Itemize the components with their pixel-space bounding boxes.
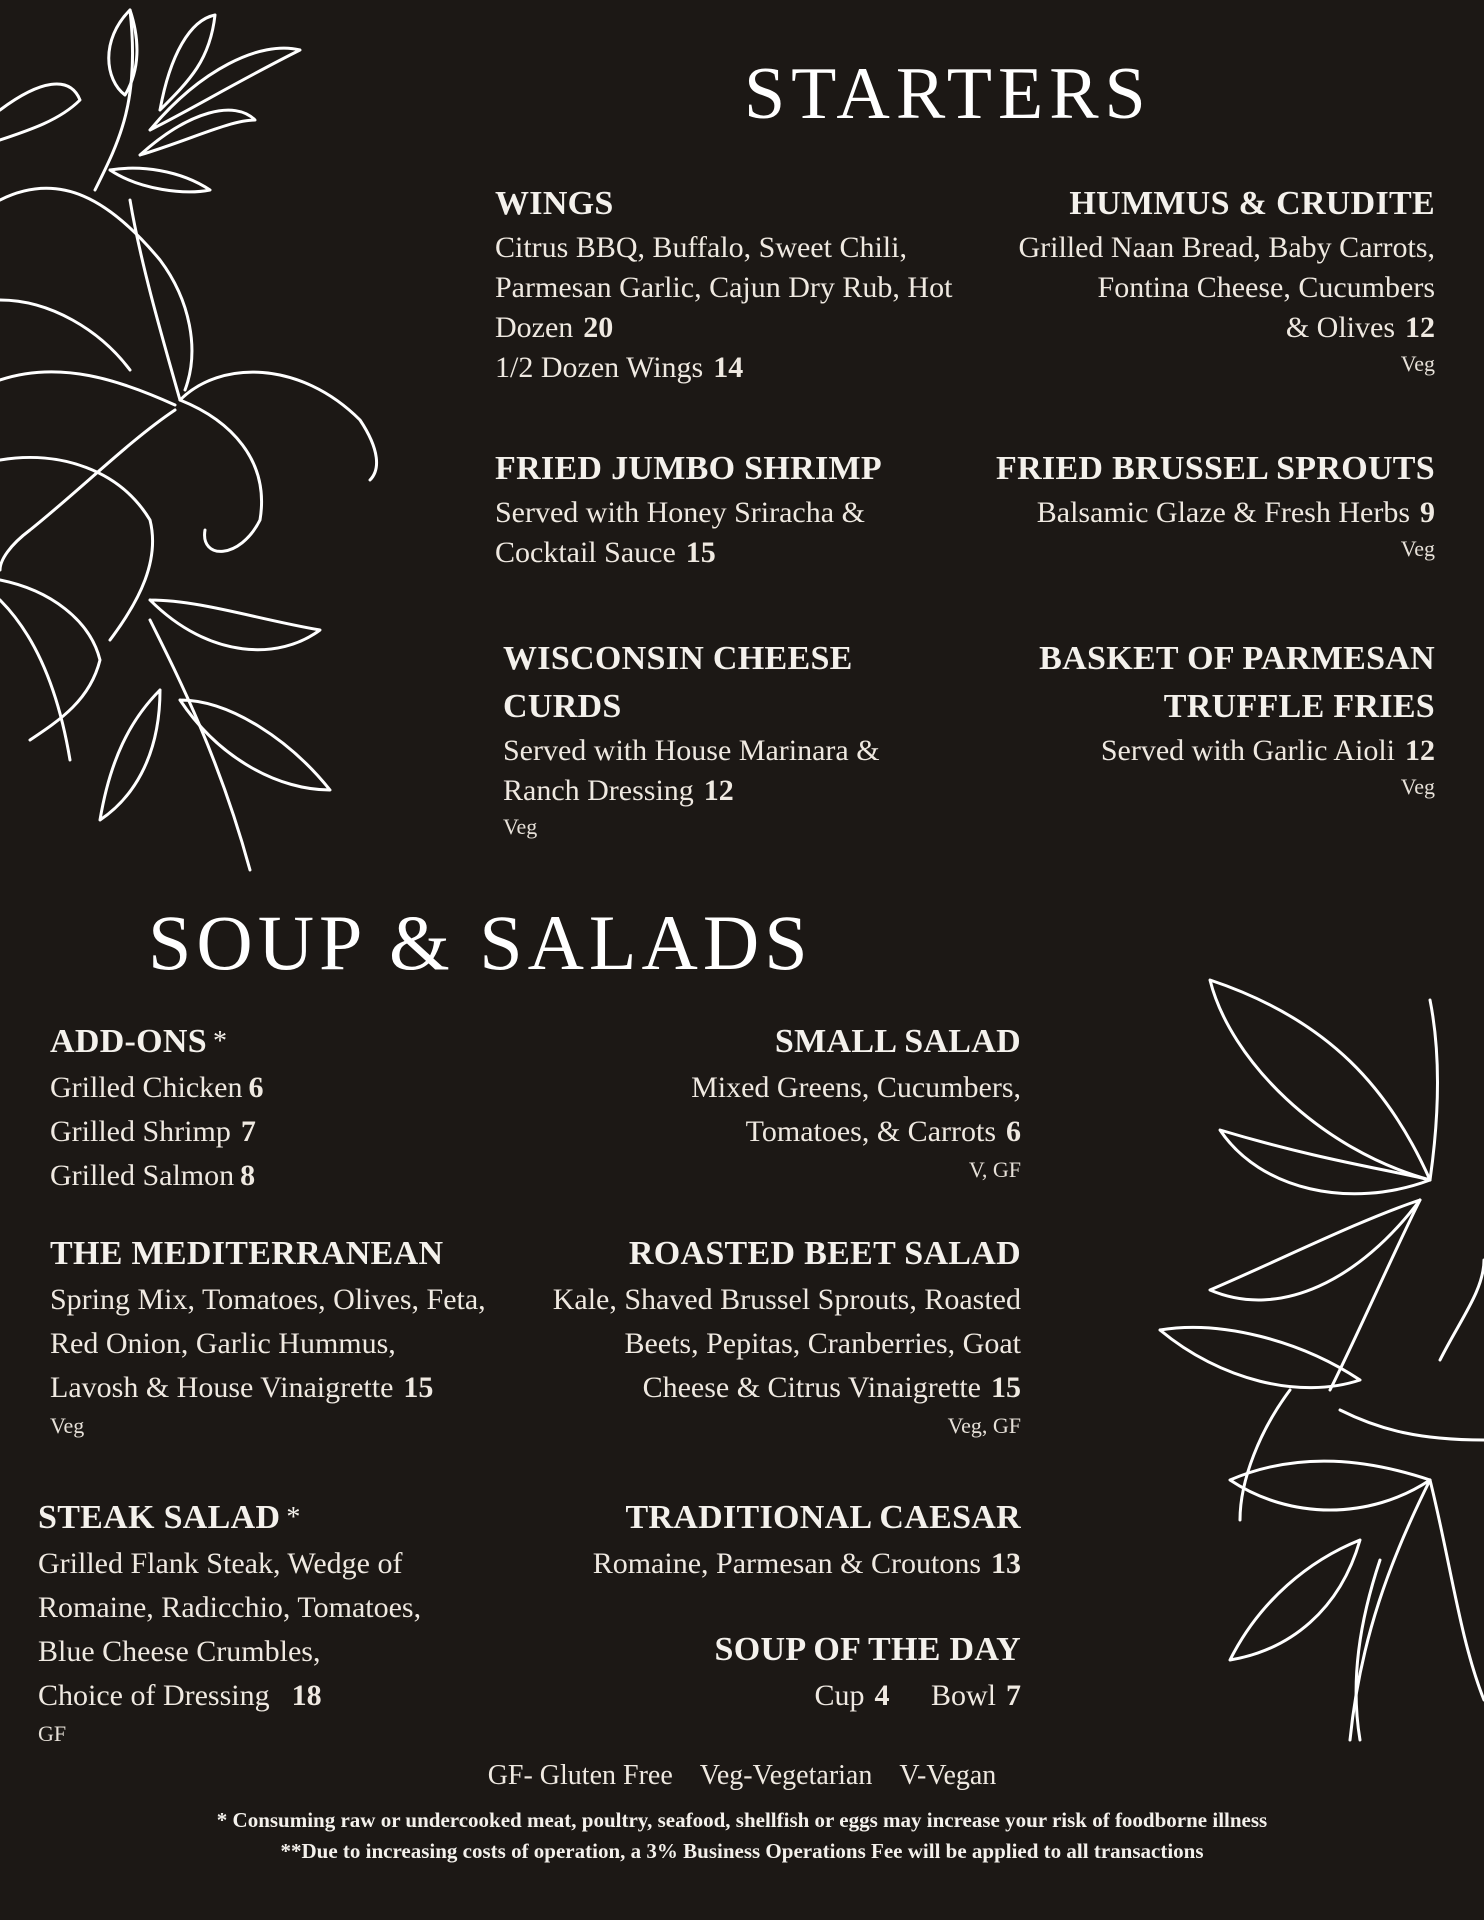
dietary-tag: Veg	[1400, 774, 1435, 799]
item-description: Served with Honey Sriracha &	[495, 496, 865, 529]
item-name: BASKET OF PARMESAN TRUFFLE FRIES	[1039, 640, 1435, 725]
item-name: WINGS	[495, 185, 614, 222]
menu-item-soup-of-the-day	[616, 1626, 1021, 1718]
item-price: 12	[1405, 734, 1435, 767]
menu-item-hummus: HUMMUS & CRUDITE Grilled Naan Bread, Baby Carrots, Fontina Cheese, Cucumbers & Olives 12 Veg	[985, 180, 1435, 380]
dietary-tag: Veg	[503, 814, 538, 839]
cup-price: 4	[874, 1679, 890, 1712]
item-name: WISCONSIN CHEESE CURDS	[503, 640, 853, 725]
item-name: ROASTED BEET SALAD	[628, 1235, 1021, 1272]
item-name: THE MEDITERRANEAN	[50, 1235, 444, 1272]
menu-item-fried-brussel-sprouts: FRIED BRUSSEL SPROUTS Balsamic Glaze & Fresh Herbs 9 Veg	[955, 445, 1435, 565]
menu-item-truffle-fries: BASKET OF PARMESAN TRUFFLE FRIES Served with Garlic Aioli 12 Veg	[1035, 635, 1435, 803]
legend-vegan: V-Vegan	[899, 1760, 997, 1791]
item-name: ADD-ONS *	[50, 1023, 228, 1060]
item-description: Citrus BBQ, Buffalo, Sweet Chili, Parmesan Garlic, Cajun Dry Rub, Hot	[495, 231, 953, 304]
item-price: 12	[1405, 311, 1435, 344]
lily-illustration-bottom-right	[1060, 960, 1484, 1760]
menu-item-add-ons	[50, 1018, 430, 1198]
item-price: 14	[713, 351, 744, 384]
cup-label: Cup	[814, 1679, 865, 1712]
lily-illustration-top-left	[0, 0, 400, 880]
item-name: FRIED BRUSSEL SPROUTS	[996, 450, 1435, 487]
item-price: 8	[240, 1159, 256, 1192]
item-name: SMALL SALAD	[774, 1023, 1021, 1060]
starters-title: STARTERS	[744, 53, 1152, 135]
menu-item-small-salad: SMALL SALAD Mixed Greens, Cucumbers, Tomatoes, & Carrots 6 V, GF	[600, 1018, 1021, 1186]
disclaimers	[0, 1805, 1484, 1867]
item-desc-line: Dozen 20	[495, 311, 614, 344]
item-name: STEAK SALAD *	[38, 1499, 301, 1536]
item-price: 15	[403, 1371, 434, 1404]
soup-sizes	[616, 1674, 1021, 1718]
item-price: 13	[991, 1547, 1021, 1580]
dietary-legend	[0, 1760, 1484, 1792]
bowl-price: 7	[1006, 1679, 1021, 1712]
item-description: Spring Mix, Tomatoes, Olives, Feta, Red Onion, Garlic Hummus,	[50, 1283, 486, 1360]
item-price: 15	[991, 1371, 1021, 1404]
item-name: SOUP OF THE DAY	[714, 1631, 1021, 1668]
item-name: HUMMUS & CRUDITE	[1069, 185, 1435, 222]
item-description: Grilled Flank Steak, Wedge of Romaine, Radicchio, Tomatoes, Blue Cheese Crumbles,	[38, 1547, 422, 1668]
raw-warning-marker: *	[286, 1502, 301, 1533]
legend-veg: Veg-Vegetarian	[699, 1760, 873, 1791]
item-price: 12	[703, 774, 734, 807]
item-name: TRADITIONAL CAESAR	[625, 1499, 1021, 1536]
item-price: 6	[1006, 1115, 1021, 1148]
item-price: 9	[1420, 496, 1435, 529]
raw-food-disclaimer: * Consuming raw or undercooked meat, poultry, seafood, shellfish or eggs may increase your risk of foodborne illness	[216, 1808, 1268, 1832]
item-name: FRIED JUMBO SHRIMP	[495, 450, 882, 487]
dietary-tag: Veg	[1400, 351, 1435, 376]
addon-line: Grilled Salmon 8	[50, 1159, 256, 1192]
dietary-tag: Veg, GF	[947, 1413, 1021, 1438]
item-description: Mixed Greens, Cucumbers,	[691, 1071, 1021, 1104]
addon-line: Grilled Chicken 6	[50, 1071, 264, 1104]
dietary-tag: GF	[38, 1721, 67, 1746]
item-price: 20	[583, 311, 614, 344]
soup-salads-title: SOUP & SALADS	[148, 899, 813, 986]
menu-item-mediterranean: THE MEDITERRANEAN Spring Mix, Tomatoes, Olives, Feta, Red Onion, Garlic Hummus, Lavosh & House Vinaigrette 15 Veg	[50, 1230, 500, 1442]
item-price: 6	[248, 1071, 264, 1104]
menu-item-wings	[495, 180, 1005, 388]
addon-line: Grilled Shrimp 7	[50, 1115, 256, 1148]
item-price: 15	[685, 536, 716, 569]
menu-item-traditional-caesar: TRADITIONAL CAESAR Romaine, Parmesan & Croutons 13	[516, 1494, 1021, 1586]
item-desc-line: 1/2 Dozen Wings 14	[495, 351, 744, 384]
menu-item-steak-salad: STEAK SALAD * Grilled Flank Steak, Wedge of Romaine, Radicchio, Tomatoes, Blue Cheese Crumbles, Choice of Dressing 18 GF	[38, 1494, 458, 1750]
menu-item-fried-jumbo-shrimp: FRIED JUMBO SHRIMP Served with Honey Sriracha & Cocktail Sauce 15	[495, 445, 915, 573]
bowl-label: Bowl	[930, 1679, 996, 1712]
item-description: Kale, Shaved Brussel Sprouts, Roasted Beets, Pepitas, Cranberries, Goat	[552, 1283, 1021, 1360]
legend-gf: GF- Gluten Free	[487, 1760, 673, 1791]
item-description: Grilled Naan Bread, Baby Carrots, Fontina Cheese, Cucumbers	[1018, 231, 1435, 304]
dietary-tag: Veg	[1400, 536, 1435, 561]
item-price: 18	[291, 1679, 322, 1712]
item-price: 7	[240, 1115, 256, 1148]
menu-item-roasted-beet-salad: ROASTED BEET SALAD Kale, Shaved Brussel Sprouts, Roasted Beets, Pepitas, Cranberries, Goat Cheese & Citrus Vinaigrette 15 Veg, GF	[516, 1230, 1021, 1442]
dietary-tag: Veg	[50, 1413, 85, 1438]
raw-warning-marker: *	[213, 1026, 228, 1057]
menu-item-wisconsin-cheese-curds: WISCONSIN CHEESE CURDS Served with House Marinara & Ranch Dressing 12 Veg	[503, 635, 923, 843]
fee-disclaimer: **Due to increasing costs of operation, a 3% Business Operations Fee will be applied to all transactions	[280, 1839, 1204, 1863]
item-description: Served with House Marinara &	[503, 734, 880, 767]
dietary-tag: V, GF	[968, 1157, 1021, 1182]
